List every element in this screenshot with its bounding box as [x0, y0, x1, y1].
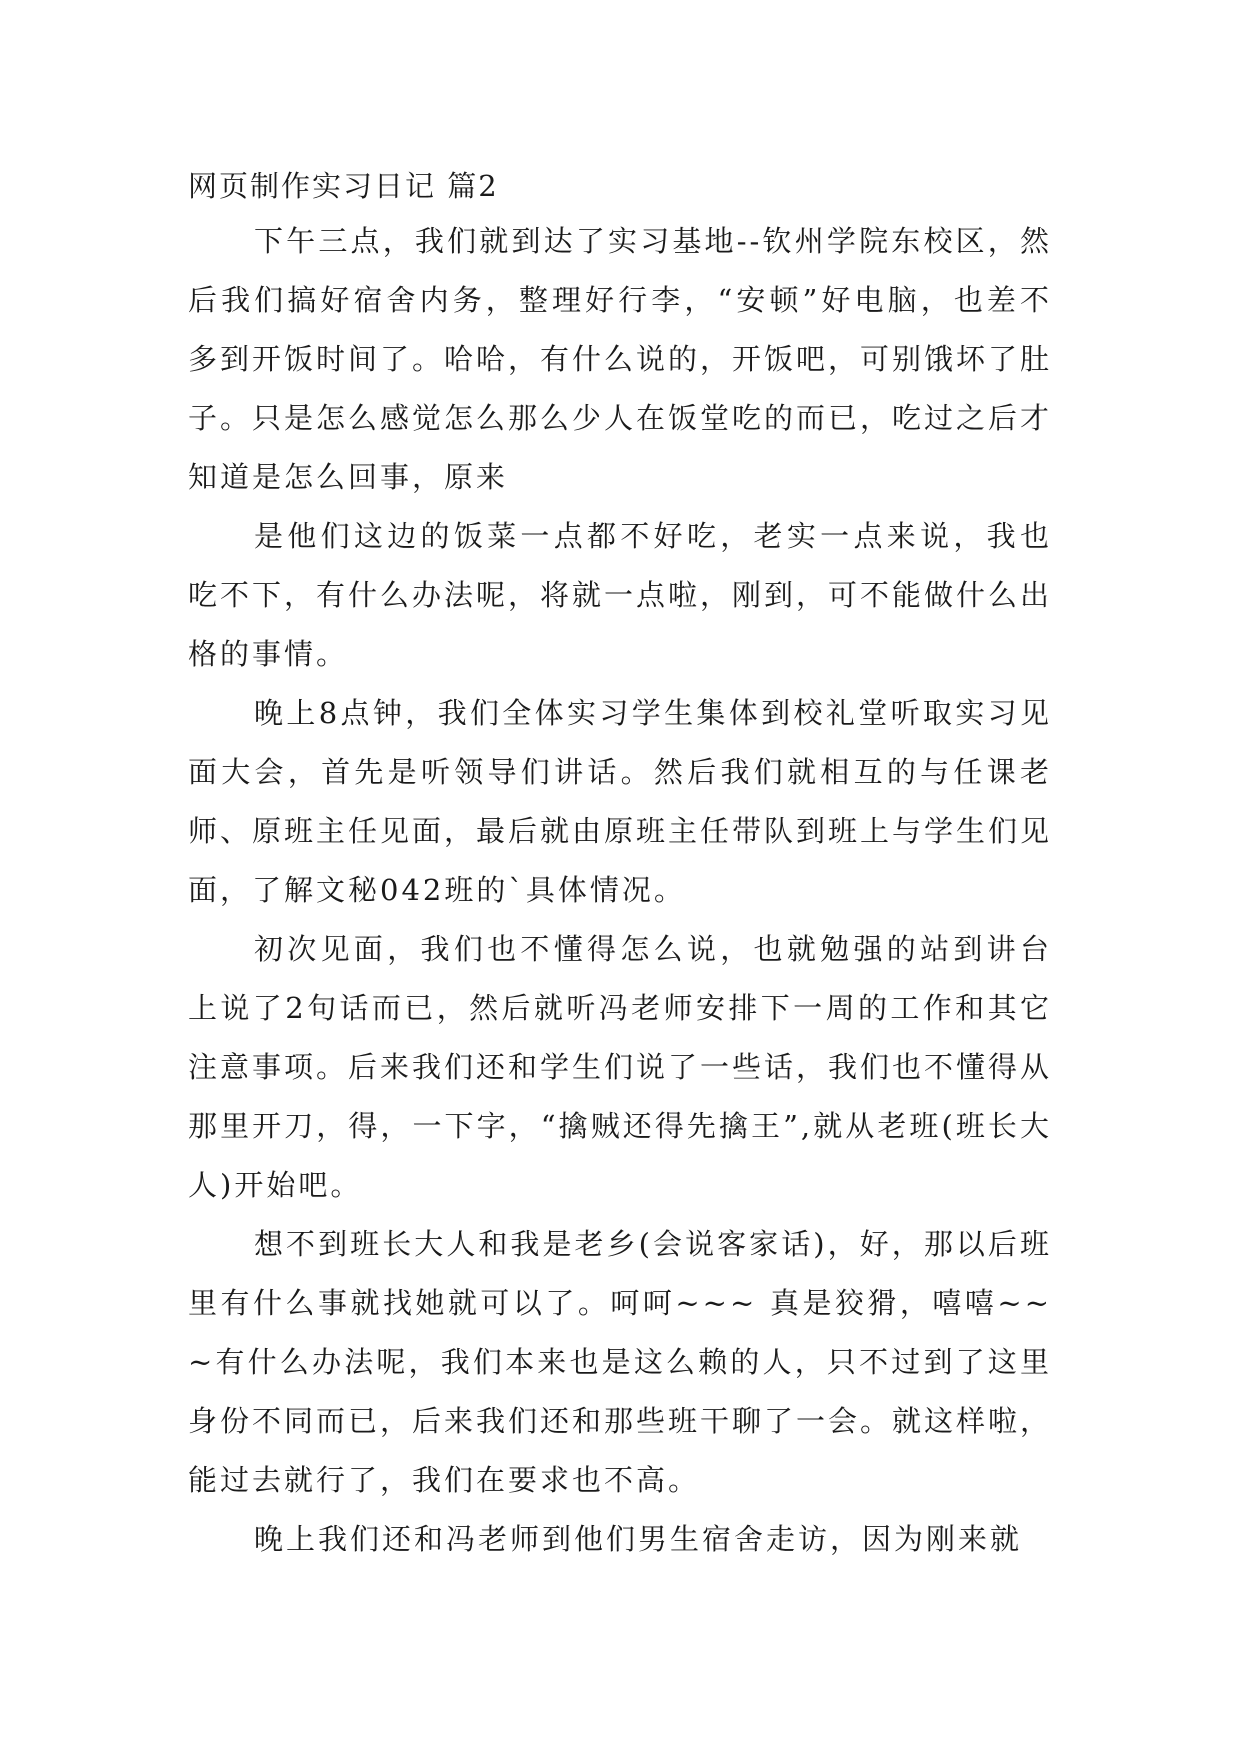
- paragraph-meeting: 晚上8点钟，我们全体实习学生集体到校礼堂听取实习见面大会，首先是听领导们讲话。然后我们就相互的与任课老师、原班主任见面，最后就由原班主任带队到班上与学生们见面，了解文秘042班的`具体情况。: [188, 696, 1053, 907]
- paragraph-first-meeting: 初次见面，我们也不懂得怎么说，也就勉强的站到讲台上说了2句话而已，然后就听冯老师安排下一周的工作和其它注意事项。后来我们还和学生们说了一些话，我们也不懂得从那里开刀，得，一下字，“擒贼还得先擒王”,就从老班(班长大人)开始吧。: [188, 932, 1053, 1202]
- document-title: 网页制作实习日记 篇2: [188, 169, 499, 203]
- paragraph-monitor: 想不到班长大人和我是老乡(会说客家话)，好，那以后班里有什么事就找她就可以了。呵呵~~~ 真是狡猾，嘻嘻~~~有什么办法呢，我们本来也是这么赖的人，只不过到了这里身份不同而已，后来我们还和那些班干聊了一会。就这样啦，能过去就行了，我们在要求也不高。: [188, 1227, 1053, 1497]
- paragraph-dorm-visit: 晚上我们还和冯老师到他们男生宿舍走访，因为刚来就: [254, 1522, 1023, 1556]
- document-body: [188, 212, 1052, 1569]
- paragraph-food: 是他们这边的饭菜一点都不好吃，老实一点来说，我也吃不下，有什么办法呢，将就一点啦，刚到，可不能做什么出格的事情。: [188, 519, 1053, 671]
- paragraph-arrival: 下午三点，我们就到达了实习基地--钦州学院东校区，然后我们搞好宿舍内务，整理好行李，“安顿”好电脑，也差不多到开饭时间了。哈哈，有什么说的，开饭吧，可别饿坏了肚子。只是怎么感觉怎么那么少人在饭堂吃的而已，吃过之后才知道是怎么回事，原来: [188, 224, 1053, 494]
